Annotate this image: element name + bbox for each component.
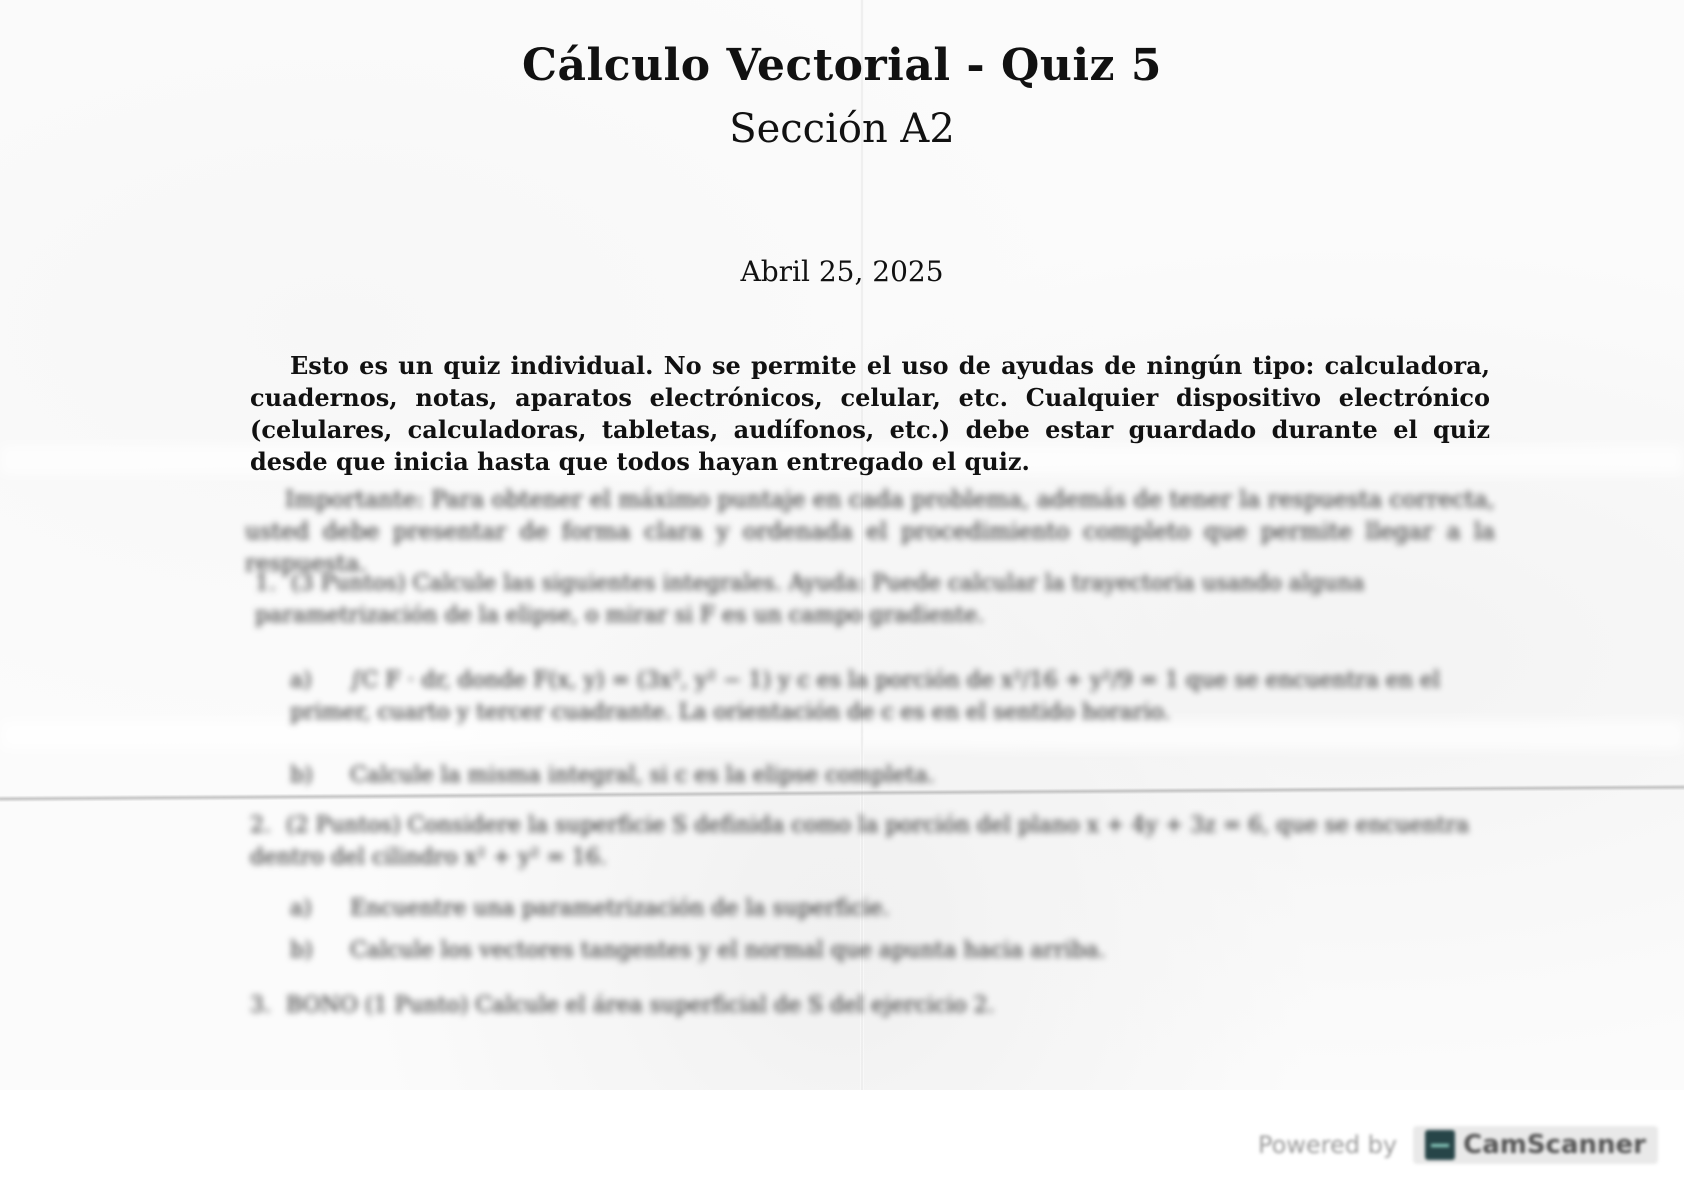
document-title: Cálculo Vectorial - Quiz 5: [522, 40, 1162, 91]
problem-2-part-a: [290, 893, 1290, 925]
part-label: b): [290, 763, 313, 788]
problem-text: BONO (1 Punto) Calcule el área superficial de S del ejercicio 2.: [286, 993, 995, 1018]
problem-1-part-a: [290, 665, 1490, 729]
problem-number: 1.: [255, 571, 276, 596]
part-text: Calcule los vectores tangentes y el normal que apunta hacia arriba.: [350, 938, 1106, 963]
part-text: ∫C F · dr, donde F(x, y) = (3x², y² − 1) y c es la porción de x²/16 + y²/9 = 1 que se encuentra en el primer, cuarto y tercer cuadrante. La orientación de c es en el sentido horario.: [290, 668, 1441, 725]
camscanner-badge: [1413, 1126, 1658, 1164]
intro-paragraph: Esto es un quiz individual. No se permite el uso de ayudas de ningún tipo: calculadora, cuadernos, notas, aparatos electrónicos, celular, etc. Cualquier dispositivo electrónico (celulares, calculadoras, tabletas, audífonos, etc.) debe estar guardado durante el quiz desde que inicia hasta que todos hayan entregado el quiz.: [250, 351, 1490, 476]
brand-name: CamScanner: [1463, 1130, 1646, 1160]
document-section: Sección A2: [729, 106, 955, 152]
problem-3: [250, 990, 1250, 1022]
problem-text: (2 Puntos) Considere la superficie S definida como la porción del plano x + 4y + 3z = 6, que se encuentra dentro del cilindro x² + y² = 16.: [250, 813, 1470, 870]
powered-by-label: Powered by: [1258, 1131, 1398, 1159]
part-text: Encuentre una parametrización de la superficie.: [350, 896, 890, 921]
problem-text: (3 Puntos) Calcule las siguientes integrales. Ayuda: Puede calcular la trayectoria usando alguna parametrización de la elipse, o mirar si F es un campo gradiente.: [255, 571, 1365, 628]
problem-2-part-b: [290, 935, 1290, 967]
part-label: a): [290, 668, 312, 693]
part-label: b): [290, 938, 313, 963]
part-text: Calcule la misma integral, si c es la elipse completa.: [350, 763, 935, 788]
problem-1: [255, 568, 1485, 632]
document-date: Abril 25, 2025: [740, 255, 944, 288]
important-note: Importante: Para obtener el máximo puntaje en cada problema, además de tener la respuesta correcta, usted debe presentar de forma clara y ordenada el procedimiento completo que permite llegar a la respuesta.: [245, 487, 1495, 577]
part-label: a): [290, 896, 312, 921]
problem-number: 3.: [250, 993, 271, 1018]
camscanner-logo-icon: [1425, 1130, 1455, 1160]
problem-1-part-b: [290, 760, 1290, 792]
problem-2: [250, 810, 1490, 874]
problem-number: 2.: [250, 813, 271, 838]
scanner-watermark: [1258, 1123, 1658, 1167]
